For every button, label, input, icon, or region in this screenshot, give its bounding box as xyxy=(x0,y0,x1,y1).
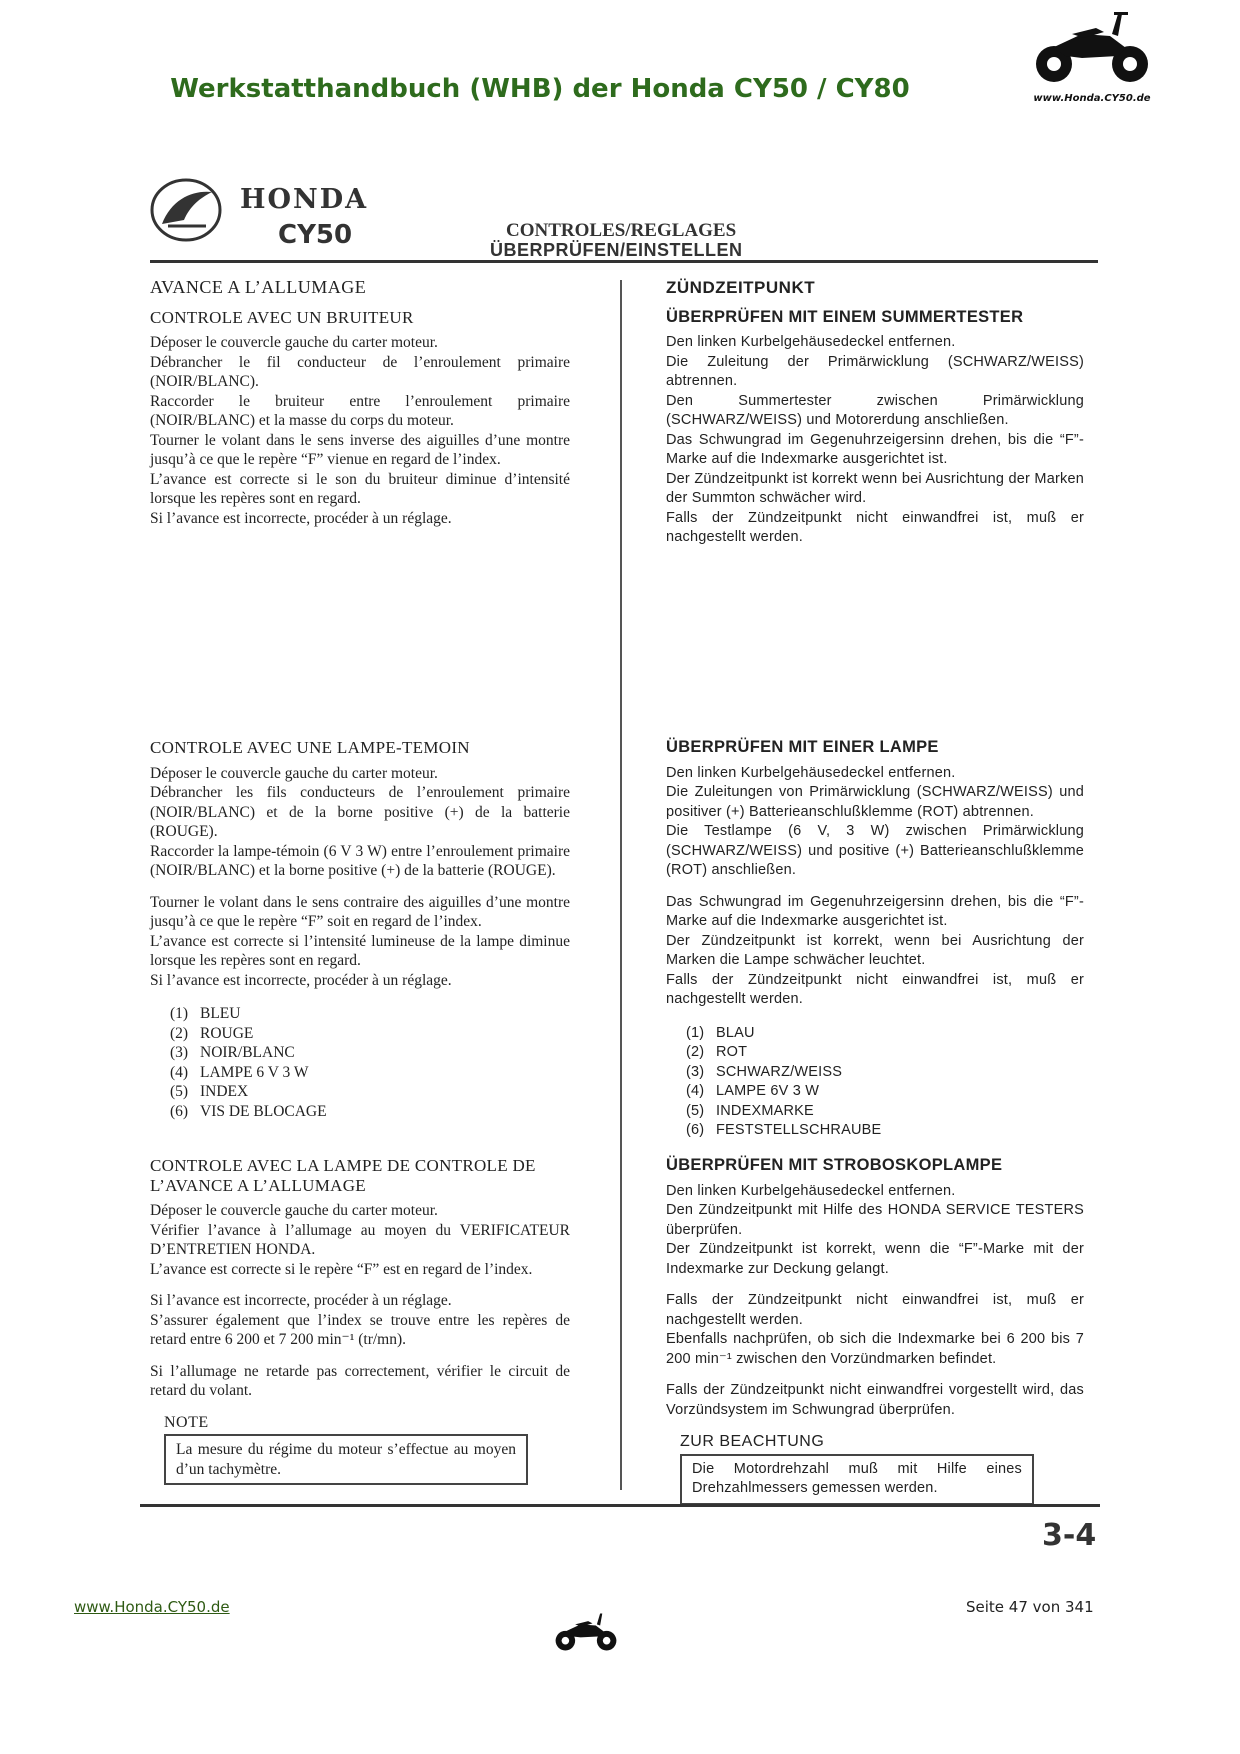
subheading: CONTROLE AVEC UN BRUITEUR xyxy=(150,307,414,327)
subheading: CONTROLE AVEC LA LAMPE DE CONTROLE DE L’AVANCE A L’ALLUMAGE xyxy=(150,1156,536,1195)
subheading: ÜBERPRÜFEN MIT EINEM SUMMERTESTER xyxy=(666,307,1024,326)
legend-list xyxy=(666,1024,1084,1141)
paragraph: Déposer le couvercle gauche du carter moteur. xyxy=(150,1202,438,1219)
manual-header xyxy=(150,178,1100,258)
model-name: CY50 xyxy=(278,220,353,250)
note-label: NOTE xyxy=(164,1413,209,1431)
header-rule xyxy=(150,260,1098,263)
paragraph: Ebenfalls nachprüfen, ob sich die Indexmarke bei 6 200 bis 7 200 min⁻¹ zwischen den Vorzündmarken befindet. xyxy=(666,1331,1084,1367)
paragraph: Den Zündzeitpunkt mit Hilfe des HONDA SERVICE TESTERS überprüfen. xyxy=(666,1202,1084,1238)
paragraph: Déposer le couvercle gauche du carter moteur. xyxy=(150,334,438,351)
list-item: (4) LAMPE 6 V 3 W xyxy=(170,1063,309,1081)
paragraph: Débrancher le fil conducteur de l’enroulement primaire (NOIR/BLANC). xyxy=(150,353,570,390)
paragraph: Das Schwungrad im Gegenuhrzeigersinn drehen, bis die “F”-Marke auf die Indexmarke ausgerichtet ist. xyxy=(666,431,1084,467)
list-item: (2) ROUGE xyxy=(170,1024,254,1042)
paragraph: Si l’avance est incorrecte, procéder à un réglage. xyxy=(150,971,452,989)
paragraph: Die Zuleitung der Primärwicklung (SCHWARZ/WEISS) abtrennen. xyxy=(666,353,1084,389)
site-title: Werkstatthandbuch (WHB) der Honda CY50 / CY80 xyxy=(170,74,910,104)
paragraph: Débrancher les fils conducteurs de l’enroulement primaire (NOIR/BLANC) et de la borne positive (+) de la batterie (ROUGE). xyxy=(150,784,570,840)
paragraph: Den linken Kurbelgehäusedeckel entfernen. xyxy=(666,764,956,781)
footer-rule xyxy=(140,1504,1100,1507)
paragraph: Si l’allumage ne retarde pas correctement, vérifier le circuit de retard du volant. xyxy=(150,1362,570,1399)
legend-list xyxy=(150,1004,570,1121)
paragraph: Si l’avance est incorrecte, procéder à un réglage. xyxy=(150,509,452,527)
paragraph: Den linken Kurbelgehäusedeckel entfernen. xyxy=(666,334,956,350)
paragraph: Falls der Zündzeitpunkt nicht einwandfrei ist, muß er nachgestellt werden. xyxy=(666,1292,1084,1328)
paragraph: Vérifier l’avance à l’allumage au moyen du VERIFICATEUR D’ENTRETIEN HONDA. xyxy=(150,1221,570,1258)
paragraph: Déposer le couvercle gauche du carter moteur. xyxy=(150,764,438,782)
footer-page-counter: Seite 47 von 341 xyxy=(966,1598,1094,1616)
list-item: (3) NOIR/BLANC xyxy=(170,1044,295,1061)
manual-page-number: 3-4 xyxy=(1042,1518,1097,1553)
list-item: (3) SCHWARZ/WEISS xyxy=(686,1063,843,1080)
paragraph: Die Testlampe (6 V, 3 W) zwischen Primärwicklung (SCHWARZ/WEISS) und positive (+) Batterieanschlußklemme (ROT) anschließen. xyxy=(666,823,1084,878)
paragraph: Die Zuleitungen von Primärwicklung (SCHWARZ/WEISS) und positiver (+) Batterieanschlußklemme (ROT) abtrennen. xyxy=(666,784,1084,820)
paragraph: Falls der Zündzeitpunkt nicht einwandfrei ist, muß er nachgestellt werden. xyxy=(666,509,1084,545)
paragraph: Den Summertester zwischen Primärwicklung (SCHWARZ/WEISS) und Motorerdung anschließen. xyxy=(666,392,1084,428)
paragraph: L’avance est correcte si le repère “F” est en regard de l’index. xyxy=(150,1260,533,1278)
subheading: ÜBERPRÜFEN MIT STROBOSKOPLAMPE xyxy=(666,1156,1003,1174)
column-divider xyxy=(620,280,622,1490)
paragraph: L’avance est correcte si le son du bruiteur diminue d’intensité lorsque les repères sont en regard. xyxy=(150,470,570,507)
note-box: La mesure du régime du moteur s’effectue au moyen d’un tachymètre. xyxy=(164,1434,528,1485)
paragraph: Der Zündzeitpunkt ist korrekt, wenn bei Ausrichtung der Marken die Lampe schwächer leuchtet. xyxy=(666,932,1084,968)
subheading: CONTROLE AVEC UNE LAMPE-TEMOIN xyxy=(150,738,470,757)
list-item: (2) ROT xyxy=(686,1044,748,1060)
footer-website-link[interactable]: www.Honda.CY50.de xyxy=(74,1598,230,1616)
motorcycle-logo-small xyxy=(548,1610,624,1659)
paragraph: Tourner le volant dans le sens inverse des aiguilles d’une montre jusqu’à ce que le repère “F” vienue en regard de l’index. xyxy=(150,431,570,468)
motorcycle-logo xyxy=(1022,8,1162,104)
list-item: (5) INDEX xyxy=(170,1083,249,1100)
scanned-page xyxy=(132,168,1112,1568)
paragraph: Raccorder le bruiteur entre l’enroulement primaire (NOIR/BLANC) et la masse du corps du moteur. xyxy=(150,392,570,429)
paragraph: Den linken Kurbelgehäusedeckel entfernen. xyxy=(666,1182,956,1199)
list-item: (1) BLAU xyxy=(686,1024,755,1041)
list-item: (1) BLEU xyxy=(170,1005,241,1022)
list-item: (4) LAMPE 6V 3 W xyxy=(686,1083,820,1099)
paragraph: L’avance est correcte si l’intensité lumineuse de la lampe diminue lorsque les repères sont en regard. xyxy=(150,932,570,969)
honda-wing-icon xyxy=(150,178,222,242)
paragraph: Raccorder la lampe-témoin (6 V 3 W) entre l’enroulement primaire (NOIR/BLANC) et la borne positive (+) de la batterie (ROUGE). xyxy=(150,842,570,879)
note-box: Die Motordrehzahl muß mit Hilfe eines Drehzahlmessers gemessen werden. xyxy=(680,1454,1034,1505)
paragraph: Falls der Zündzeitpunkt nicht einwandfrei ist, muß er nachgestellt werden. xyxy=(666,971,1084,1007)
paragraph: Das Schwungrad im Gegenuhrzeigersinn drehen, bis die “F”-Marke auf die Indexmarke ausgerichtet ist. xyxy=(666,893,1084,929)
heading: ZÜNDZEITPUNKT xyxy=(666,278,816,297)
list-item: (6) VIS DE BLOCAGE xyxy=(170,1102,327,1120)
brand-name: HONDA xyxy=(240,184,369,215)
list-item: (5) INDEXMARKE xyxy=(686,1102,814,1119)
paragraph: Tourner le volant dans le sens contraire des aiguilles d’une montre jusqu’à ce que le repère “F” soit en regard de l’index. xyxy=(150,893,570,930)
note-label: ZUR BEACHTUNG xyxy=(680,1433,825,1450)
paragraph: S’assurer également que l’index se trouve entre les repères de retard entre 6 200 et 7 200 min⁻¹ (tr/mn). xyxy=(150,1311,570,1348)
section-title-fr: CONTROLES/REGLAGES xyxy=(506,220,737,241)
paragraph: Der Zündzeitpunkt ist korrekt wenn bei Ausrichtung der Marken der Summton schwächer wird. xyxy=(666,470,1084,506)
logo-caption: www.Honda.CY50.de xyxy=(1033,93,1151,104)
paragraph: Falls der Zündzeitpunkt nicht einwandfrei vorgestellt wird, das Vorzündsystem im Schwungrad überprüfen. xyxy=(666,1382,1084,1418)
paragraph: Der Zündzeitpunkt ist korrekt, wenn die “F”-Marke mit der Indexmarke zur Deckung gelangt. xyxy=(666,1241,1084,1277)
heading: AVANCE A L’ALLUMAGE xyxy=(150,277,367,297)
subheading: ÜBERPRÜFEN MIT EINER LAMPE xyxy=(666,738,939,756)
paragraph: Si l’avance est incorrecte, procéder à un réglage. xyxy=(150,1292,452,1309)
section-title-de: ÜBERPRÜFEN/EINSTELLEN xyxy=(490,240,743,260)
list-item: (6) FESTSTELLSCHRAUBE xyxy=(686,1122,882,1138)
